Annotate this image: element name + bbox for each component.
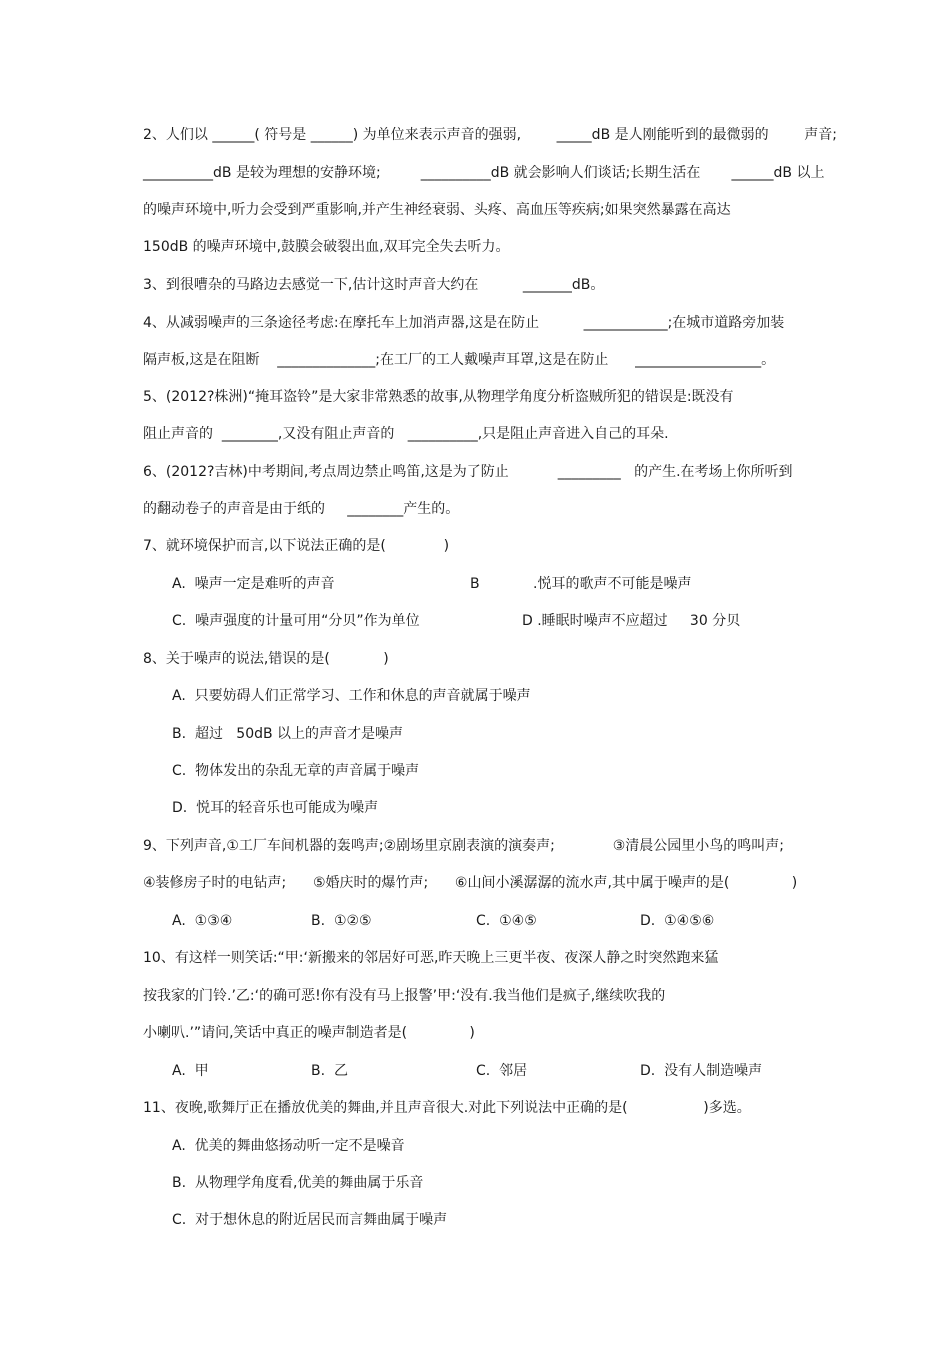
q3-line-1: 3、到很嘈杂的马路边去感觉一下,估计这时声音大约在 _______dB。 [143, 277, 605, 293]
q11-option-c: C. 对于想休息的附近居民而言舞曲属于噪声 [172, 1212, 448, 1228]
q9-option-c: C. ①④⑤ [476, 913, 537, 929]
q8-stem: 8、关于噪声的说法,错误的是( ) [143, 651, 389, 667]
q4-line-2: 隔声板,这是在阻断 ______________;在工厂的工人戴噪声耳罩,这是在防止 __________________。 [143, 352, 776, 368]
q2-line-4: 150dB 的噪声环境中,鼓膜会破裂出血,双耳完全失去听力。 [143, 239, 510, 255]
q10-line-2: 按我家的门铃.’乙:‘的确可恶!你有没有马上报警’甲:‘没有.我当他们是疯子,继续吹我的 [143, 988, 666, 1004]
q10-option-b: B. 乙 [311, 1063, 348, 1079]
q11-option-a: A. 优美的舞曲悠扬动听一定不是噪音 [172, 1138, 405, 1154]
q2-line-3: 的噪声环境中,听力会受到严重影响,并产生神经衰弱、头疼、高血压等疾病;如果突然暴露在高达 [143, 202, 731, 218]
q10-line-1: 10、有这样一则笑话:“甲:‘新搬来的邻居好可恶,昨天晚上三更半夜、夜深人静之时突然跑来猛 [143, 950, 719, 966]
q11-option-b: B. 从物理学角度看,优美的舞曲属于乐音 [172, 1175, 424, 1191]
q8-option-c: C. 物体发出的杂乱无章的声音属于噪声 [172, 763, 420, 779]
q6-line-1: 6、(2012?吉林)中考期间,考点周边禁止鸣笛,这是为了防止 _________ 的产生.在考场上你所听到 [143, 464, 793, 480]
q4-line-1: 4、从减弱噪声的三条途径考虑:在摩托车上加消声器,这是在防止 ____________;在城市道路旁加装 [143, 315, 785, 331]
q5-line-1: 5、(2012?株洲)“掩耳盗铃”是大家非常熟悉的故事,从物理学角度分析盗贼所犯的错误是:既没有 [143, 389, 734, 405]
q9-option-b: B. ①②⑤ [311, 913, 372, 929]
q10-line-3: 小喇叭.’”请问,笑话中真正的噪声制造者是( ) [143, 1025, 475, 1041]
q11-line-1: 11、夜晚,歌舞厅正在播放优美的舞曲,并且声音很大.对此下列说法中正确的是( )多选。 [143, 1100, 751, 1116]
q6-line-2: 的翻动卷子的声音是由于纸的 ________产生的。 [143, 501, 460, 517]
q9-line-2: ④装修房子时的电钻声; ⑤婚庆时的爆竹声; ⑥山间小溪潺潺的流水声,其中属于噪声的是( ) [143, 875, 798, 891]
q7-option-d: D .睡眠时噪声不应超过 30 分贝 [522, 613, 741, 629]
q2-line-2: __________dB 是较为理想的安静环境; __________dB 就会影响人们谈话;长期生活在 ______dB 以上 [143, 165, 825, 181]
q2-line-1: 2、人们以 ______( 符号是 ______) 为单位来表示声音的强弱, _____dB 是人刚能听到的最微弱的 声音; [143, 127, 837, 143]
q7-option-a: A. 噪声一定是难听的声音 [172, 576, 335, 592]
q10-option-c: C. 邻居 [476, 1063, 528, 1079]
q7-option-c: C. 噪声强度的计量可用“分贝”作为单位 [172, 613, 420, 629]
q8-option-a: A. 只要妨碍人们正常学习、工作和休息的声音就属于噪声 [172, 688, 531, 704]
q5-line-2: 阻止声音的 ________,又没有阻止声音的 __________,只是阻止声音进入自己的耳朵. [143, 426, 669, 442]
q7-stem: 7、就环境保护而言,以下说法正确的是( ) [143, 538, 450, 554]
q8-option-b: B. 超过 50dB 以上的声音才是噪声 [172, 726, 404, 742]
q9-option-a: A. ①③④ [172, 913, 233, 929]
q8-option-d: D. 悦耳的轻音乐也可能成为噪声 [172, 800, 379, 816]
q10-option-a: A. 甲 [172, 1063, 209, 1079]
q7-option-b: B .悦耳的歌声不可能是噪声 [470, 576, 692, 592]
q9-option-d: D. ①④⑤⑥ [640, 913, 715, 929]
q9-line-1: 9、下列声音,①工厂车间机器的轰鸣声;②剧场里京剧表演的演奏声; ③清晨公园里小鸟的鸣叫声; [143, 838, 785, 854]
q10-option-d: D. 没有人制造噪声 [640, 1063, 763, 1079]
